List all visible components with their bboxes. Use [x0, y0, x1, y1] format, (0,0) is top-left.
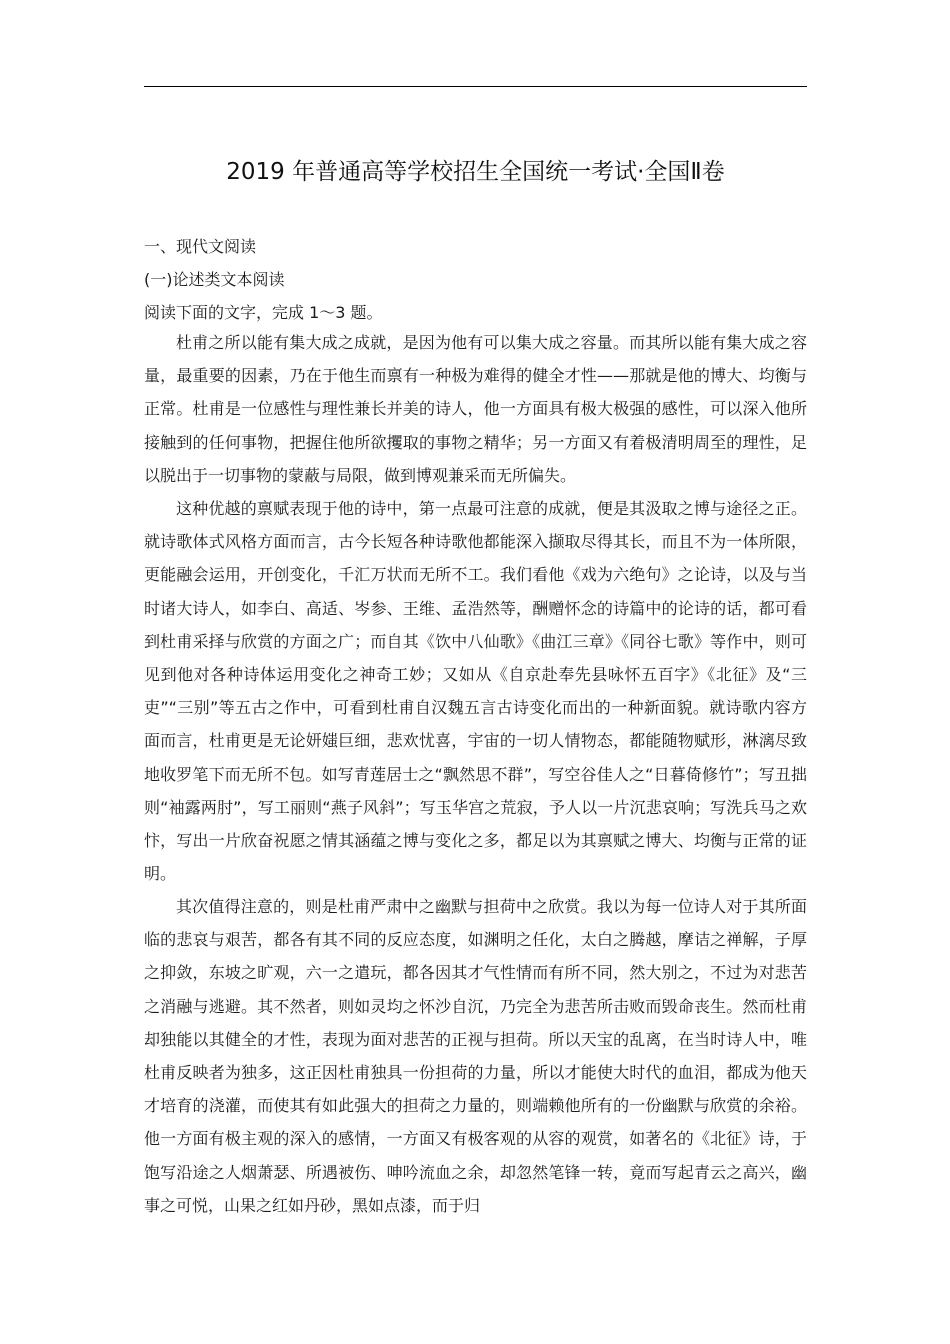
passage-paragraph-2: 这种优越的禀赋表现于他的诗中，第一点最可注意的成就，便是其汲取之博与途径之正。就诗歌体式风格方面而言，古今长短各种诗歌他都能深入撷取尽得其长，而且不为一体所限，更能融会运用，开创变化，千汇万状而无所不工。我们看他《戏为六绝句》之论诗，以及与当时诸大诗人，如李白、高适、岑参、王维、孟浩然等，酬赠怀念的诗篇中的论诗的话，都可看到杜甫采择与欣赏的方面之广；而自其《饮中八仙歌》《曲江三章》《同谷七歌》等作中，则可见到他对各种诗体运用变化之神奇工妙；又如从《自京赴奉先县咏怀五百字》《北征》及“三吏”“三别”等五古之作中，可看到杜甫自汉魏五言古诗变化而出的一种新面貌。就诗歌内容方面而言，杜甫更是无论妍媸巨细，悲欢忧喜，宇宙的一切人情物态，都能随物赋形，淋漓尽致地收罗笔下而无所不包。如写青莲居士之“飘然思不群”，写空谷佳人之“日暮倚修竹”；写丑拙则“袖露两肘”，写工丽则“燕子风斜”；写玉华宫之荒寂，予人以一片沉悲哀响；写洗兵马之欢忭，写出一片欣奋祝愿之情其涵蕴之博与变化之多，都足以为其禀赋之博大、均衡与正常的证明。	[144, 499, 807, 884]
header-rule	[144, 86, 807, 87]
exam-title: 2019 年普通高等学校招生全国统一考试·全国Ⅱ卷	[226, 159, 725, 185]
section-heading: 一、现代文阅读	[144, 237, 257, 256]
subsection-heading: (一)论述类文本阅读	[144, 270, 285, 289]
passage-paragraph-3: 其次值得注意的，则是杜甫严肃中之幽默与担荷中之欣赏。我以为每一位诗人对于其所面临的悲哀与艰苦，都各有其不同的反应态度，如渊明之任化，太白之腾越，摩诘之禅解，子厚之抑敛，东坡之旷观，六一之遣玩，都各因其才气性情而有所不同，然大别之，不过为对悲苦之消融与逃避。其不然者，则如灵均之怀沙自沉，乃完全为悲苦所击败而毁命丧生。然而杜甫却独能以其健全的才性，表现为面对悲苦的正视与担荷。所以天宝的乱离，在当时诗人中，唯杜甫反映者为独多，这正因杜甫独具一份担荷的力量，所以才能使大时代的血泪，都成为他天才培育的浇灌，而使其有如此强大的担荷之力量的，则端赖他所有的一份幽默与欣赏的余裕。他一方面有极主观的深入的感情，一方面又有极客观的从容的观赏，如著名的《北征》诗，于饱写沿途之人烟萧瑟、所遇被伤、呻吟流血之余，却忽然笔锋一转，竟而写起青云之高兴，幽事之可悦，山果之红如丹砂，黑如点漆，而于归	[144, 897, 807, 1215]
instruction-text: 阅读下面的文字，完成 1～3 题。	[144, 303, 383, 322]
passage-paragraph-1: 杜甫之所以能有集大成之成就，是因为他有可以集大成之容量。而其所以能有集大成之容量，最重要的因素，乃在于他生而禀有一种极为难得的健全才性——那就是他的博大、均衡与正常。杜甫是一位感性与理性兼长并美的诗人，他一方面具有极大极强的感性，可以深入他所接触到的任何事物，把握住他所欲攫取的事物之精华；另一方面又有着极清明周至的理性，足以脱出于一切事物的蒙蔽与局限，做到博观兼采而无所偏失。	[144, 333, 807, 485]
